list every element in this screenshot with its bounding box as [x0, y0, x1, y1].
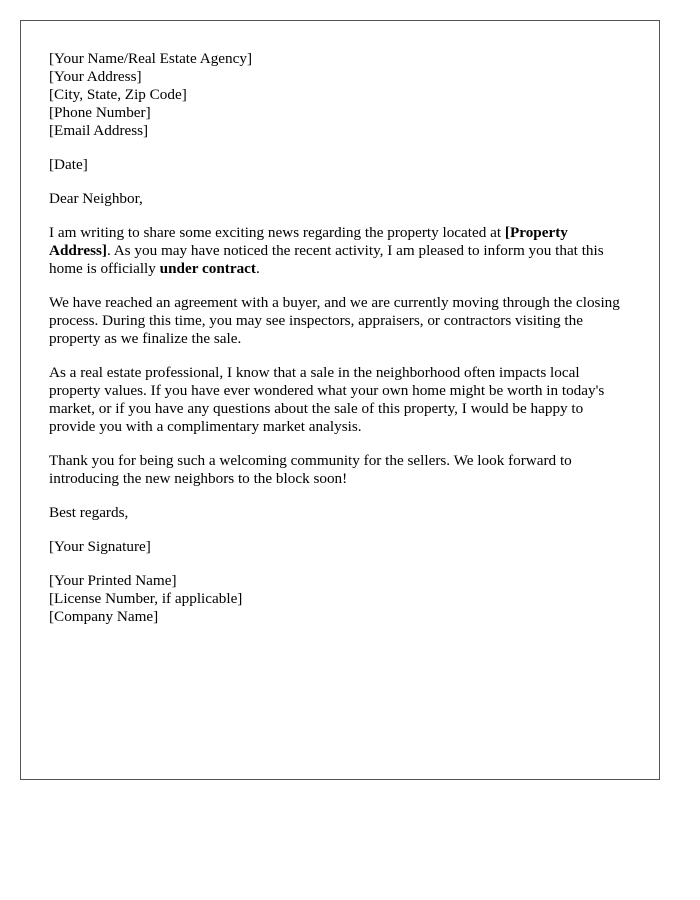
signature-placeholder: [Your Signature]: [49, 538, 151, 555]
under-contract-emphasis: under contract: [159, 260, 256, 277]
paragraph-market-analysis: As a real estate professional, I know that a sale in the neighborhood often impacts local property values. If you have ever wondered what your own home might be worth in today's market, or if you have any questions about the sale of this property, I would be happy to provide you with a complimentary market analysis.: [49, 364, 605, 435]
paragraph-thank-you: Thank you for being such a welcoming community for the sellers. We look forward to introducing the new neighbors to the block soon!: [49, 452, 572, 487]
paragraph-announcement: [49, 224, 631, 278]
company-name: [Company Name]: [49, 608, 159, 625]
sender-address: [Your Address]: [49, 68, 142, 85]
sender-phone: [Phone Number]: [49, 104, 151, 121]
paragraph-closing-process: We have reached an agreement with a buyer, and we are currently moving through the closing process. During this time, you may see inspectors, appraisers, or contractors visiting the property as we finalize the sale.: [49, 294, 620, 347]
sender-city-state-zip: [City, State, Zip Code]: [49, 86, 187, 103]
property-address-placeholder: [Property Address]: [49, 224, 568, 259]
letter-page: [20, 20, 660, 780]
license-number: [License Number, if applicable]: [49, 590, 243, 607]
paragraph-announcement-text-1: I am writing to share some exciting news regarding the property located at: [49, 224, 505, 241]
salutation: Dear Neighbor,: [49, 190, 143, 207]
closing-line: Best regards,: [49, 504, 129, 521]
sender-name-agency: [Your Name/Real Estate Agency]: [49, 50, 253, 67]
sender-block: [49, 50, 631, 140]
paragraph-announcement-text-2: . As you may have noticed the recent activity, I am pleased to inform you that this home is officially: [49, 242, 604, 277]
sender-email: [Email Address]: [49, 122, 149, 139]
letter-date: [Date]: [49, 156, 88, 173]
paragraph-announcement-text-3: .: [255, 260, 260, 277]
footer-block: [49, 572, 631, 626]
printed-name: [Your Printed Name]: [49, 572, 177, 589]
